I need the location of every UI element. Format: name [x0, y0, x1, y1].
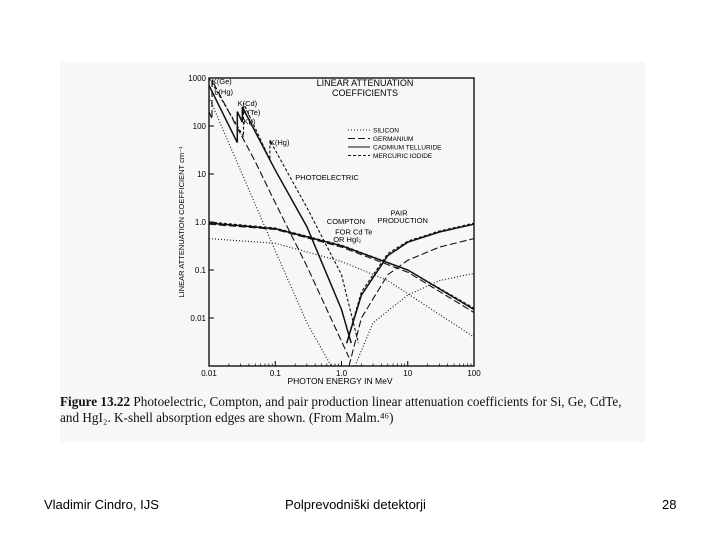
annotation-label: OR HgI₂: [333, 235, 362, 245]
series-pair-cdte: [347, 224, 474, 343]
legend: [348, 128, 442, 161]
chart-title-line2: COEFFICIENTS: [331, 88, 399, 98]
footer-page-number: 28: [662, 497, 677, 512]
x-tick-label: 0.1: [269, 369, 281, 378]
series-photoelectric-cdte: [209, 85, 351, 343]
caption-text: Photoelectric, Compton, and pair production linear attenuation coefficients for Si, Ge, CdTe, and HgI₂. K-shell absorption edges are shown. (From Malm.⁴⁶): [60, 394, 622, 425]
annotation-label: PHOTOELECTRIC: [295, 172, 359, 182]
x-tick-label: 0.01: [201, 369, 217, 378]
y-tick-label: 10: [197, 170, 206, 179]
series-pair-si: [355, 273, 474, 366]
annotation-label: COMPTON: [326, 217, 366, 227]
footer-author: Vladimir Cindro, IJS: [44, 497, 159, 512]
chart-title-line1: LINEAR ATTENUATION: [316, 78, 414, 88]
y-tick-label: 0.01: [190, 314, 206, 323]
x-axis-label: PHOTON ENERGY IN MeV: [287, 376, 393, 386]
annotation-label: L(Hg): [214, 87, 234, 97]
series-pair-ge: [349, 239, 474, 366]
annotation-label: K(Hg): [269, 138, 290, 148]
y-tick-labels: [188, 74, 206, 323]
annotation-label: K(I): [243, 117, 256, 127]
y-tick-label: 1000: [188, 74, 206, 83]
y-tick-label: 1.0: [194, 218, 206, 227]
footer-title: Polprevodniški detektorji: [285, 497, 426, 512]
legend-label: MERCURIC IODIDE: [373, 153, 433, 160]
caption-label: Figure 13.22: [60, 394, 131, 409]
x-tick-label: 1.0: [335, 369, 348, 378]
annotations: [212, 77, 428, 244]
annotation-label: K(Cd): [237, 99, 258, 109]
series-photoelectric-hgi2: [209, 78, 358, 343]
annotation-label: PAIR: [390, 208, 408, 218]
legend-label: SILICON: [373, 127, 400, 135]
x-tick-label: 100: [467, 369, 481, 378]
x-tick-label: 10: [403, 369, 413, 378]
y-tick-label: 100: [192, 122, 206, 131]
annotation-label: FOR Cd Te: [335, 227, 373, 237]
attenuation-chart: [60, 62, 645, 442]
annotation-label: PRODUCTION: [377, 216, 428, 226]
legend-label: CADMIUM TELLURIDE: [373, 144, 442, 152]
annotation-label: K(Te): [242, 107, 261, 117]
scanned-figure: [60, 62, 645, 442]
annotation-label: K(Ge): [211, 76, 232, 86]
y-tick-label: 0.1: [194, 266, 206, 275]
y-axis-label: LINEAR ATTENUATION COEFFICIENT cm⁻¹: [177, 146, 186, 298]
figure-caption: [60, 394, 640, 425]
legend-label: GERMANIUM: [373, 136, 414, 143]
